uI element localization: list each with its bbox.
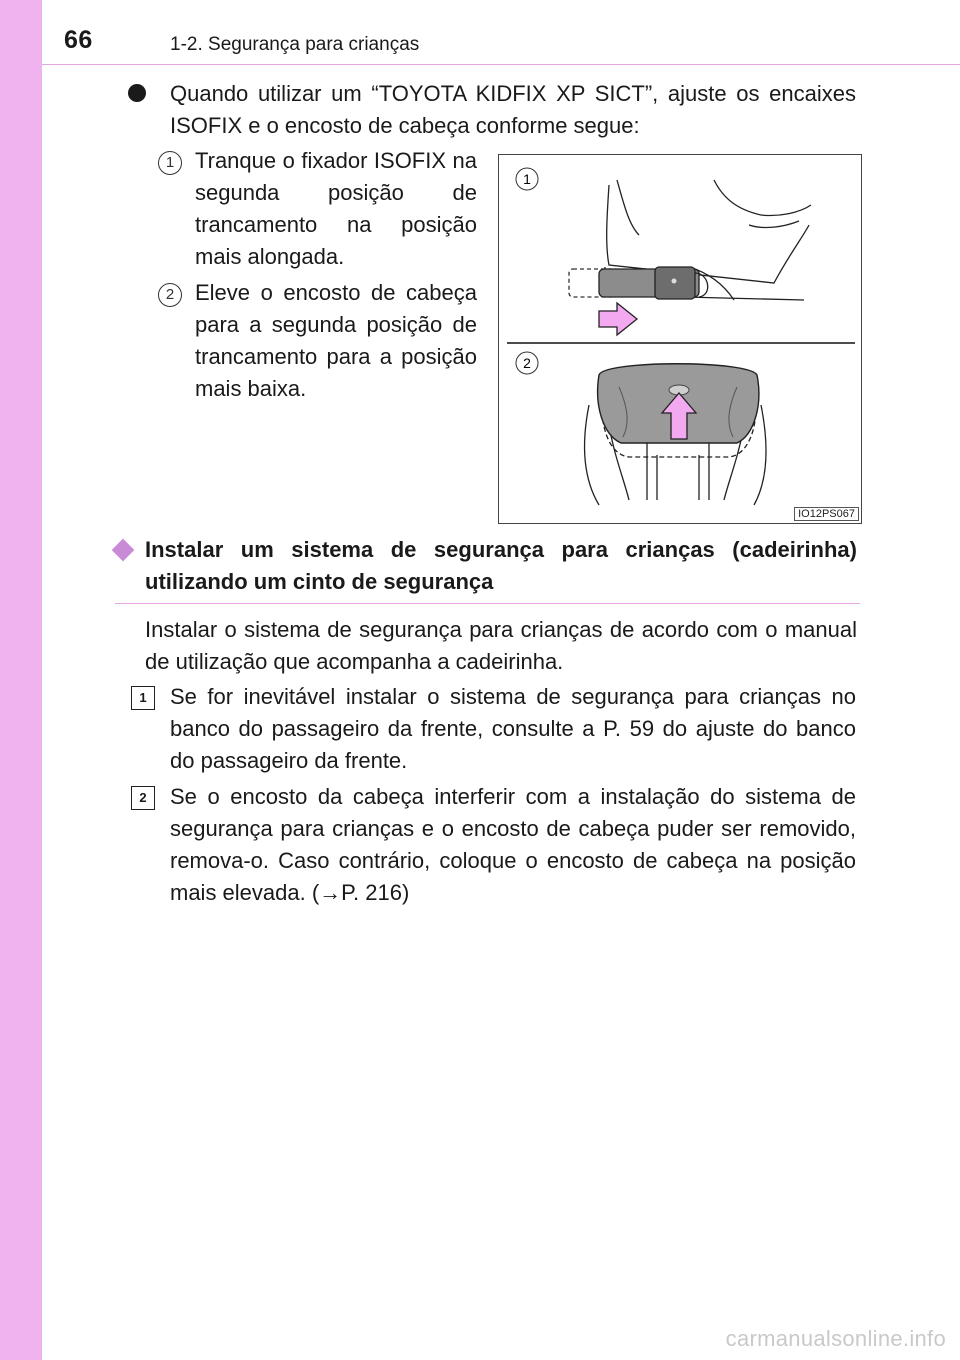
isofix-headrest-illustration — [499, 155, 861, 523]
note-1-number: 1 — [131, 686, 155, 710]
chapter-side-bar — [0, 0, 42, 1360]
intro-text: Quando utilizar um “TOYOTA KIDFIX XP SICT”, ajuste os encaixes ISOFIX e o encosto de cabeça conforme segue: — [170, 81, 856, 138]
illustration-figure — [498, 154, 862, 524]
watermark: carmanualsonline.info — [725, 1326, 946, 1351]
step-2-text: Eleve o encosto de cabeça para a segunda posição de trancamento para a posição mais baixa. — [195, 280, 477, 401]
figure-code: IO12PS067 — [794, 507, 859, 521]
isofix-connector-drawing — [569, 267, 708, 299]
figure-callout-1: 1 — [523, 171, 531, 187]
header-divider — [42, 64, 960, 65]
note-1-text: Se for inevitável instalar o sistema de segurança para crianças no banco do passageiro da frente, consulte a P. 59 do ajuste do banco do passageiro da frente. — [170, 684, 856, 773]
step-1-number: 1 — [158, 151, 182, 175]
push-arrow-icon — [599, 303, 637, 335]
step-1-text: Tranque o fixador ISOFIX na segunda posição de trancamento na posição mais alongada. — [195, 148, 477, 269]
figure-callout-2: 2 — [523, 355, 531, 371]
note-2-text: Se o encosto da cabeça interferir com a instalação do sistema de segurança para crianças e o encosto de cabeça puder ser removido, remova-o. Caso contrário, coloque o encosto de cabeça na posição mais elevada. (→P. 216) — [170, 784, 856, 905]
step-2-number: 2 — [158, 283, 182, 307]
note-2-number: 2 — [131, 786, 155, 810]
section-title: 1-2. Segurança para crianças — [170, 34, 420, 55]
page-number: 66 — [64, 26, 93, 54]
subsection-heading: Instalar um sistema de segurança para crianças (cadeirinha) utilizando um cinto de segurança — [145, 537, 857, 594]
subsection-divider — [115, 603, 860, 604]
subsection-paragraph: Instalar o sistema de segurança para crianças de acordo com o manual de utilização que acompanha a cadeirinha. — [145, 617, 857, 674]
bullet-icon — [128, 84, 146, 102]
diamond-bullet-icon — [112, 539, 135, 562]
